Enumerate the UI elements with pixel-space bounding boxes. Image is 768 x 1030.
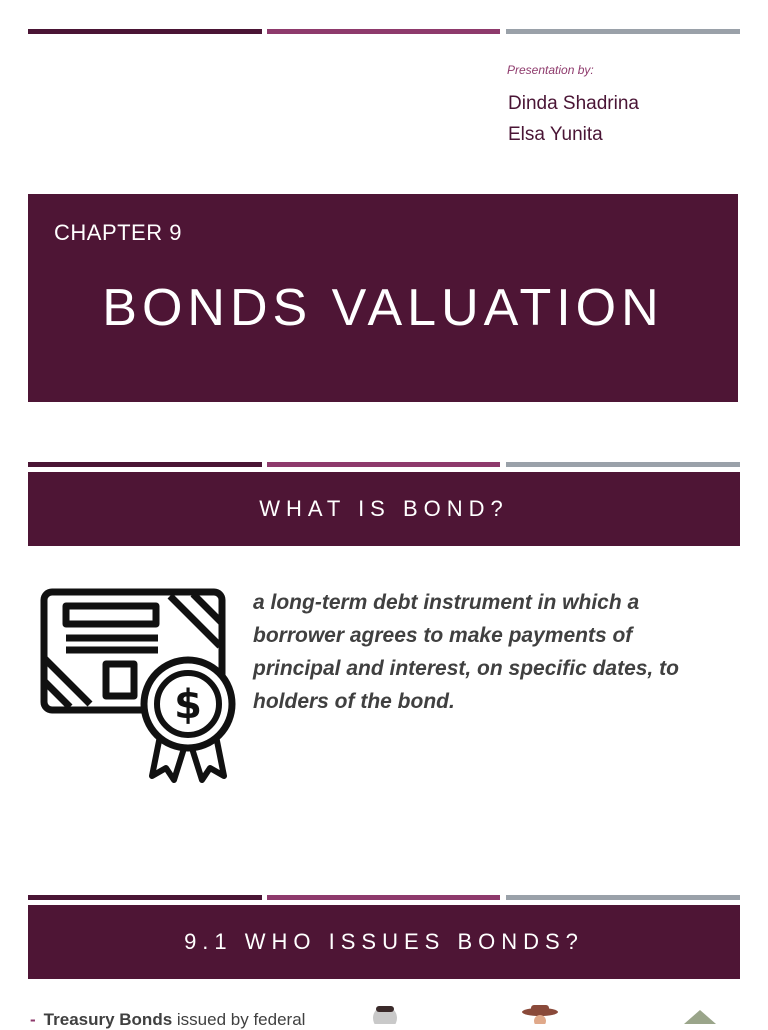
- bullet-treasury-bonds: [30, 1010, 305, 1030]
- person-figure-icon: [360, 1004, 410, 1024]
- title-block: [28, 194, 738, 402]
- top-divider-stripes: [28, 29, 740, 34]
- cowboy-figure-icon: [515, 1004, 565, 1024]
- presenter-label: Presentation by:: [507, 63, 594, 77]
- stripe-gray: [506, 895, 740, 900]
- presenter-name-1: Dinda Shadrina: [508, 93, 639, 114]
- bullet-term: Treasury Bonds: [43, 1010, 173, 1029]
- section-heading-who-issues-bonds: 9.1 WHO ISSUES BONDS?: [28, 905, 740, 979]
- presenter-name-2: Elsa Yunita: [508, 124, 603, 145]
- svg-text:$: $: [174, 682, 202, 728]
- bullet-dash: -: [30, 1010, 36, 1029]
- page-title: BONDS VALUATION: [102, 279, 664, 337]
- stripe-dark: [28, 29, 262, 34]
- section-divider-stripes: [28, 462, 740, 467]
- stripe-gray: [506, 29, 740, 34]
- bond-definition: a long-term debt instrument in which a borrower agrees to make payments of principal and interest, on specific dates, to holders of the bond.: [253, 591, 679, 713]
- stripe-accent: [267, 895, 500, 900]
- money-figure-icon: [680, 1004, 720, 1024]
- stripe-accent: [267, 29, 500, 34]
- stripe-dark: [28, 895, 262, 900]
- stripe-accent: [267, 462, 500, 467]
- stripe-dark: [28, 462, 262, 467]
- section-divider-stripes-2: [28, 895, 740, 900]
- bond-certificate-icon: [38, 586, 238, 786]
- section-heading-what-is-bond: WHAT IS BOND?: [28, 472, 740, 546]
- bullet-text: issued by federal: [176, 1010, 306, 1029]
- stripe-gray: [506, 462, 740, 467]
- chapter-label: CHAPTER 9: [54, 220, 182, 245]
